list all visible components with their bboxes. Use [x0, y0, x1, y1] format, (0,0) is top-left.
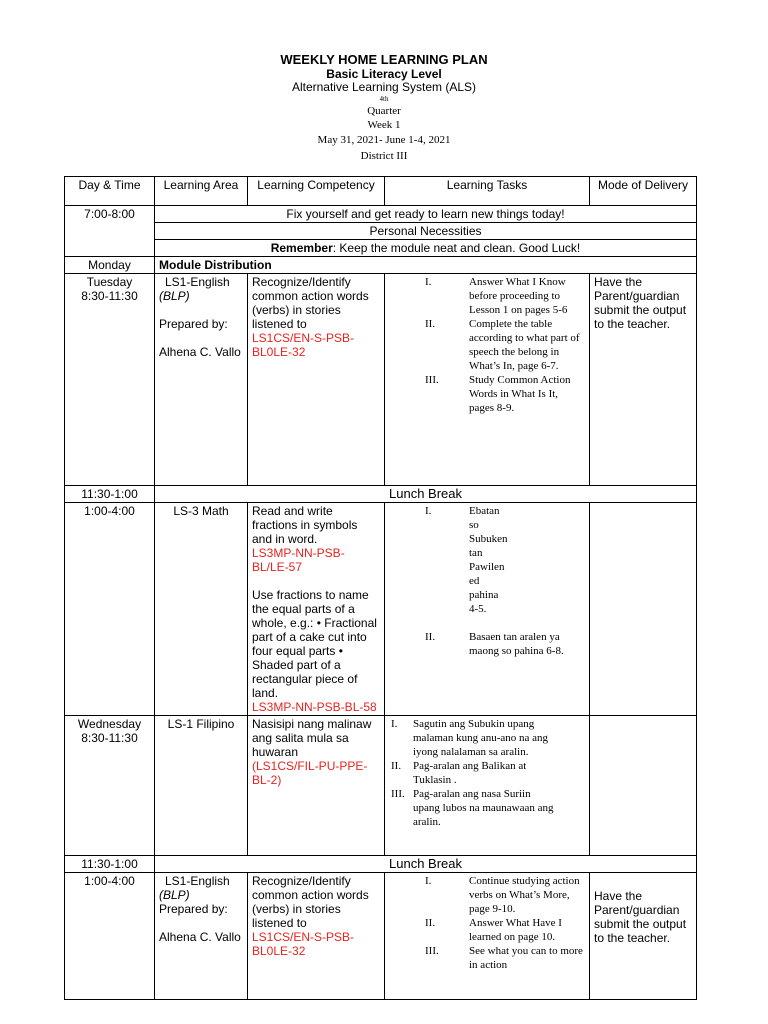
competency-code: LS3MP-NN-PSB-BL/LE-57: [252, 546, 345, 574]
delivery-cell: Have the Parent/guardian submit the output to the teacher.: [590, 873, 697, 1000]
list-item: [389, 630, 585, 658]
table-row: [65, 223, 697, 240]
lunch-label: Lunch Break: [155, 856, 697, 873]
remember-label: Remember: [270, 241, 333, 255]
task-number: II.: [425, 917, 436, 929]
task-text: Complete the table according to what part of speech the belong in What’s In, page 6-7.: [469, 318, 580, 372]
learning-area-cell: [155, 274, 248, 486]
list-item: [389, 874, 585, 916]
prepared-name: Alhena C. Vallo: [159, 345, 241, 359]
competency-cell: [248, 274, 385, 486]
task-text: Basaen tan aralen ya maong so pahina 6-8.: [469, 631, 564, 657]
tasks-cell: [385, 873, 590, 1000]
area-label: LS1-English: [165, 275, 230, 289]
learning-area-cell: LS-3 Math: [155, 503, 248, 716]
table-row: [65, 873, 697, 1000]
level-heading: Basic Literacy Level: [326, 67, 442, 81]
lunch-time: 11:30-1:00: [65, 856, 155, 873]
task-number: II.: [425, 318, 436, 330]
delivery-cell: [590, 503, 697, 716]
task-text: Answer What Have I learned on page 10.: [469, 917, 562, 943]
time-label: 8:30-11:30: [81, 289, 138, 303]
remember-text: : Keep the module neat and clean. Good Luck!: [332, 241, 581, 255]
area-sub-label: (BLP): [159, 888, 190, 902]
day-label: Wednesday: [77, 717, 142, 731]
competency-cell: [248, 503, 385, 716]
list-item: [389, 373, 585, 415]
competency-text: Recognize/Identify common action words (verbs) in stories listened to: [252, 275, 369, 331]
task-number: II.: [391, 760, 402, 772]
wednesday-day-time: [65, 716, 155, 856]
list-item: [389, 916, 585, 944]
quarter-label: Quarter: [367, 105, 401, 117]
learning-plan-table: [64, 176, 697, 1000]
list-item: [389, 717, 585, 759]
time-label: 8:30-11:30: [81, 731, 138, 745]
task-text: Study Common Action Words in What Is It, pages 8-9.: [469, 374, 571, 414]
prepared-name: Alhena C. Vallo: [159, 930, 241, 944]
table-row: [65, 240, 697, 257]
task-text: Ebatan so Subuken tan Pawilen ed pahina 4-5.: [469, 505, 508, 615]
task-number: II.: [425, 631, 436, 643]
table-row: [65, 274, 697, 486]
task-text: Pag-aralan ang nasa Suriin upang lubos na maunawaan ang aralin.: [413, 788, 554, 828]
day-label: Tuesday: [86, 275, 133, 289]
list-item: [389, 944, 585, 972]
competency-cell: [248, 873, 385, 1000]
table-row: [65, 503, 697, 716]
lunch-time: 11:30-1:00: [65, 486, 155, 503]
learning-area-cell: LS-1 Filipino: [155, 716, 248, 856]
list-item: [389, 759, 585, 787]
header-learning-competency: Learning Competency: [248, 177, 385, 206]
learning-area-cell: [155, 873, 248, 1000]
tuesday-day-time: [65, 274, 155, 486]
task-text: See what you can to more in action: [469, 945, 583, 971]
task-number: III.: [425, 945, 439, 957]
date-range: May 31, 2021- June 1-4, 2021: [317, 134, 451, 146]
header-mode-of-delivery: Mode of Delivery: [590, 177, 697, 206]
table-row: [65, 257, 697, 274]
list-item: [389, 787, 585, 829]
competency-text: Read and write fractions in symbols and in word.: [252, 504, 358, 546]
task-number: III.: [425, 374, 439, 386]
header-learning-tasks: Learning Tasks: [385, 177, 590, 206]
prepared-label: Prepared by:: [159, 317, 228, 331]
tasks-cell: [385, 716, 590, 856]
delivery-cell: [590, 716, 697, 856]
lunch-label: Lunch Break: [155, 486, 697, 503]
competency-text: Recognize/Identify common action words (verbs) in stories listened to: [252, 874, 369, 930]
tasks-cell: [385, 274, 590, 486]
delivery-cell: Have the Parent/guardian submit the output to the teacher.: [590, 274, 697, 486]
competency-code: LS1CS/EN-S-PSB-BL0LE-32: [252, 331, 355, 359]
table-row: [65, 486, 697, 503]
task-number: I.: [425, 505, 432, 517]
competency-cell: [248, 716, 385, 856]
district-label: District III: [360, 150, 408, 162]
task-text: Answer What I Know before proceeding to Lesson 1 on pages 5-6: [469, 276, 568, 316]
system-heading: Alternative Learning System (ALS): [291, 80, 477, 94]
intro-remember: [155, 240, 697, 257]
monday-text: Module Distribution: [155, 257, 697, 274]
intro-necessities: Personal Necessities: [155, 223, 697, 240]
quarter-superscript: 4th: [379, 95, 389, 103]
area-sub-label: (BLP): [159, 289, 190, 303]
list-item: [389, 504, 585, 616]
task-number: I.: [425, 276, 432, 288]
time-cell: 1:00-4:00: [65, 873, 155, 1000]
area-label: LS1-English: [165, 874, 230, 888]
competency-code: LS3MP-NN-PSB-BL-58: [252, 700, 377, 714]
monday-day: Monday: [65, 257, 155, 274]
header-row: [65, 177, 697, 206]
tasks-cell: [385, 503, 590, 716]
list-item: [389, 275, 585, 317]
header-day-time: Day & Time: [65, 177, 155, 206]
task-text: Continue studying action verbs on What’s More, page 9-10.: [469, 875, 580, 915]
intro-time: 7:00-8:00: [65, 206, 155, 257]
competency-code: (LS1CS/FIL-PU-PPE-BL-2): [252, 759, 368, 787]
task-number: I.: [391, 718, 398, 730]
week-label: Week 1: [367, 119, 401, 131]
competency-text: Nasisipi nang malinaw ang salita mula sa huwaran: [252, 717, 372, 759]
competency-text: Use fractions to name the equal parts of a whole, e.g.: • Fractional part of a cake cut into four equal parts • Shaded part of a rectangular piece of land.: [252, 588, 377, 700]
task-text: Pag-aralan ang Balikan at Tuklasin .: [413, 760, 527, 786]
table-row: [65, 856, 697, 873]
document-title: WEEKLY HOME LEARNING PLAN: [280, 52, 488, 67]
table-row: [65, 716, 697, 856]
task-number: I.: [425, 875, 432, 887]
table-row: [65, 206, 697, 223]
task-text: Sagutin ang Subukin upang malaman kung anu-ano na ang iyong nalalaman sa aralin.: [413, 718, 549, 758]
list-item: [389, 317, 585, 373]
time-cell: 1:00-4:00: [65, 503, 155, 716]
intro-instruction: Fix yourself and get ready to learn new things today!: [155, 206, 697, 223]
competency-code: LS1CS/EN-S-PSB-BL0LE-32: [252, 930, 355, 958]
prepared-label: Prepared by:: [159, 902, 228, 916]
task-number: III.: [391, 788, 405, 800]
header-learning-area: Learning Area: [155, 177, 248, 206]
